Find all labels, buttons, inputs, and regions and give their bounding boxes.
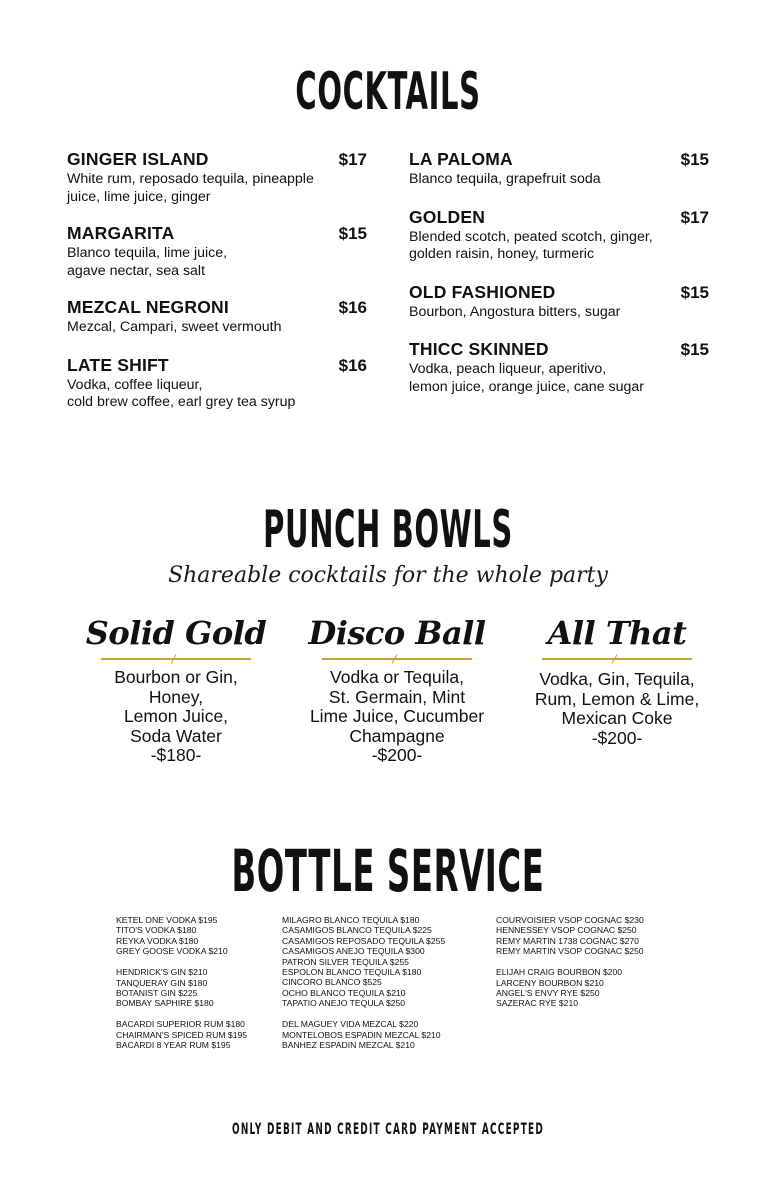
bottle-group (116, 1019, 247, 1050)
bottle-group (496, 967, 644, 1009)
cocktail-name: OLD FASHIONED (409, 281, 556, 302)
cocktails-left-column (67, 148, 367, 412)
cocktail-price: $15 (680, 150, 709, 169)
cocktail-item (67, 296, 367, 337)
bottle-item: ELIJAH CRAIG BOURBON $200 (496, 967, 623, 978)
bottle-column-3 (496, 915, 644, 1019)
bottle-item: MONTELOBOS ESPADIN MEZCAL $210 (282, 1029, 441, 1040)
cocktail-name: THICC SKINNED (409, 339, 549, 359)
bowl-name: Disco Ball (308, 614, 486, 652)
bowl-desc: Vodka or Tequila, St. Germain, Mint Lime Juice, Cucumber Champagne (309, 667, 485, 746)
bottle-item: TITO'S VODKA $180 (116, 925, 197, 936)
bottle-item: ANGEL'S ENVY RYE $250 (496, 988, 600, 999)
bottle-item: MILAGRO BLANCO TEQUILA $180 (282, 915, 420, 925)
gold-divider (322, 658, 472, 660)
punch-bowl-solid-gold (71, 612, 281, 766)
punch-bowls-subtitle: Shareable cocktails for the whole party (168, 563, 608, 588)
bowl-desc: Vodka, Gin, Tequila, Rum, Lemon & Lime, Mexican Coke (534, 669, 700, 728)
cocktail-item (409, 148, 709, 189)
bottle-item: BACARDI SUPERIOR RUM $180 (116, 1019, 245, 1030)
cocktail-price: $15 (338, 224, 367, 243)
cocktail-desc: Blanco tequila, lime juice, agave nectar, sea salt (67, 245, 228, 279)
bottle-item: BANHEZ ESPADIN MEZCAL $210 (282, 1040, 415, 1051)
cocktail-name: GOLDEN (409, 206, 486, 227)
bottle-item: COURVOISIER VSOP COGNAC $230 (496, 915, 644, 925)
cocktail-name: MEZCAL NEGRONI (67, 297, 229, 317)
cocktails-title: COCKTAILS (295, 62, 481, 122)
bottle-item: PATRON SILVER TEQUILA $255 (282, 956, 409, 967)
bottle-item: CASAMIGOS ANEJO TEQUILA $300 (282, 946, 425, 957)
bottle-item: DEL MAGUEY VIDA MEZCAL $220 (282, 1019, 419, 1030)
bottle-item: TAPATIO ANEJO TEQULA $250 (282, 998, 406, 1009)
bottle-item: REYKA VODKA $180 (116, 935, 199, 946)
cocktail-desc: White rum, reposado tequila, pineapple juice, lime juice, ginger (67, 171, 314, 205)
cocktail-item (67, 354, 367, 412)
cocktail-desc: Vodka, peach liqueur, aperitivo, lemon juice, orange juice, cane sugar (409, 361, 645, 395)
cocktails-right-column (409, 148, 709, 396)
punch-bowl-all-that (512, 612, 722, 748)
bottle-item: REMY MARTIN VSOP COGNAC $250 (496, 946, 644, 957)
payment-note: ONLY DEBIT AND CREDIT CARD PAYMENT ACCEPTED (231, 1119, 545, 1138)
bottle-item: LARCENY BOURBON $210 (496, 977, 604, 988)
bowl-price: -$180- (150, 745, 202, 765)
bowl-name: All That (547, 614, 687, 652)
bottle-group (282, 915, 445, 1009)
bottle-group (496, 915, 644, 957)
cocktail-item (67, 222, 367, 280)
cocktail-price: $15 (680, 340, 709, 359)
cocktail-desc: Mezcal, Campari, sweet vermouth (67, 319, 282, 335)
cocktail-price: $16 (338, 298, 367, 317)
bowl-name: Solid Gold (85, 614, 267, 652)
bottle-item: CINCORO BLANCO $525 (282, 977, 382, 988)
bottle-item: GREY GOOSE VODKA $210 (116, 946, 228, 957)
cocktail-item (409, 281, 709, 322)
cocktail-desc: Blended scotch, peated scotch, ginger, golden raisin, honey, turmeric (409, 228, 653, 262)
bowl-price: -$200- (371, 745, 423, 765)
bottle-group (116, 967, 247, 1009)
cocktail-desc: Blanco tequila, grapefruit soda (409, 171, 601, 187)
cocktail-desc: Bourbon, Angostura bitters, sugar (409, 303, 621, 320)
bottle-item: REMY MARTIN 1738 COGNAC $270 (496, 935, 639, 946)
cocktail-price: $17 (680, 207, 709, 227)
bottle-item: CASAMIGOS BLANCO TEQUILA $225 (282, 925, 432, 936)
gold-divider (542, 658, 692, 660)
cocktail-name: LATE SHIFT (67, 354, 169, 375)
bottle-item: BOTANIST GIN $225 (116, 988, 198, 999)
bottle-group (282, 1019, 445, 1050)
bottle-item: KETEL ONE VODKA $195 (116, 915, 218, 925)
bowl-price: -$200- (591, 727, 643, 748)
cocktail-desc: Vodka, coffee liqueur, cold brew coffee, earl grey tea syrup (67, 376, 296, 410)
cocktail-price: $17 (338, 150, 367, 169)
bottle-item: HENDRICK'S GIN $210 (116, 967, 208, 978)
gold-divider (101, 658, 251, 660)
cocktail-name: LA PALOMA (409, 149, 513, 169)
cocktail-item (409, 206, 709, 264)
bottle-item: TANQUERAY GIN $180 (116, 977, 208, 988)
bottle-item: CASAMIGOS REPOSADO TEQUILA $255 (282, 935, 446, 946)
bottle-column-2 (282, 915, 445, 1061)
bottle-item: OCHO BLANCO TEQUILA $210 (282, 987, 406, 998)
cocktail-price: $16 (338, 355, 367, 375)
cocktail-price: $15 (680, 282, 709, 302)
punch-bowl-disco-ball (292, 612, 502, 766)
bottle-group (116, 915, 247, 957)
cocktail-name: MARGARITA (67, 223, 175, 243)
bottle-item: SAZERAC RYE $210 (496, 998, 578, 1009)
cocktail-item (67, 148, 367, 206)
bottle-item: BOMBAY SAPHIRE $180 (116, 998, 214, 1009)
bottle-item: ESPOLON BLANCO TEQUILA $180 (282, 967, 422, 978)
bottle-column-1 (116, 915, 247, 1061)
bottle-item: CHAIRMAN'S SPICED RUM $195 (116, 1029, 248, 1040)
cocktail-name: GINGER ISLAND (67, 149, 209, 169)
punch-bowls-title: PUNCH BOWLS (263, 500, 513, 560)
bowl-desc: Bourbon or Gin, Honey, Lemon Juice, Soda Water (114, 667, 238, 746)
bottle-item: BACARDI 8 YEAR RUM $195 (116, 1040, 231, 1051)
cocktail-item (409, 338, 709, 396)
bottle-service-title: BOTTLE SERVICE (231, 837, 545, 905)
bottle-item: HENNESSEY VSOP COGNAC $250 (496, 925, 637, 936)
